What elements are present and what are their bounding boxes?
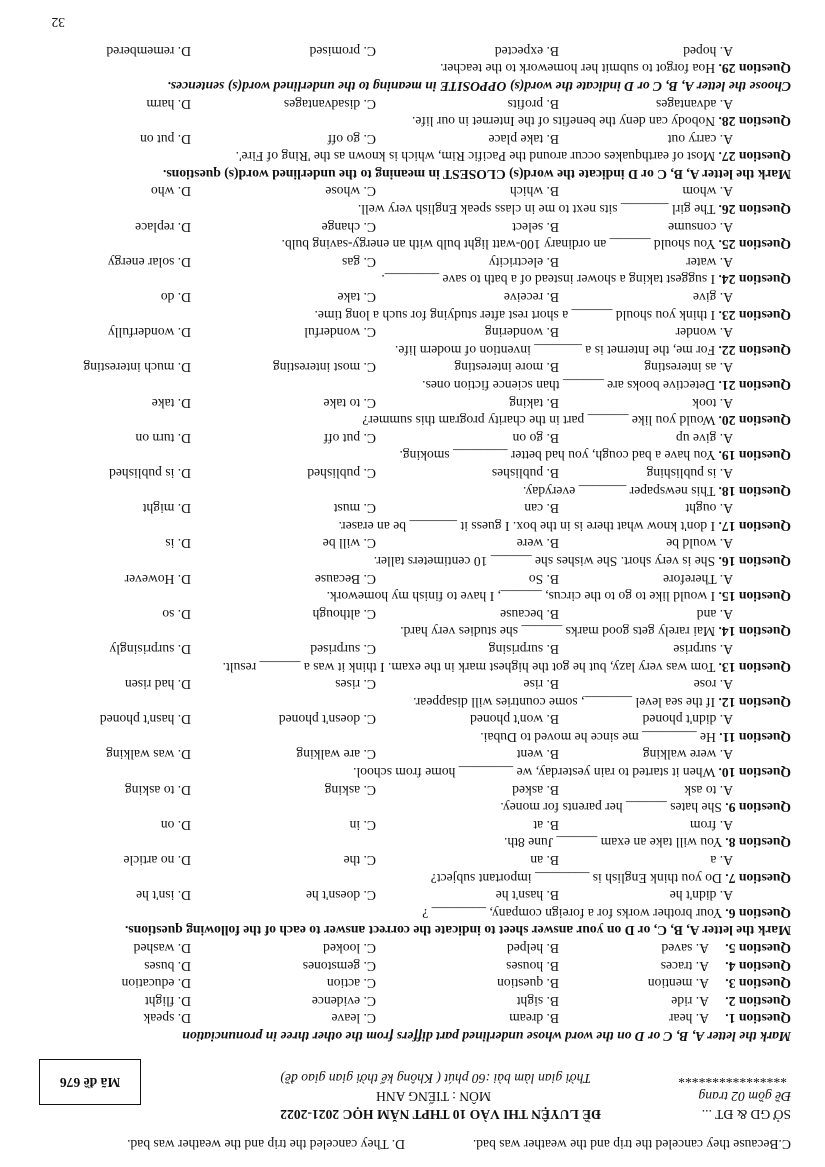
question-stem-row: [29, 552, 791, 570]
question-number: Question 2.: [725, 993, 791, 1009]
option-a[interactable]: A. saved: [661, 941, 709, 957]
question-stem-row: [29, 482, 791, 500]
option-a[interactable]: A. didn't phoned: [642, 712, 733, 728]
question-number: Question 15.: [718, 589, 791, 605]
page-content: [29, 42, 791, 1153]
option-c[interactable]: C. published: [307, 466, 376, 481]
option-c[interactable]: C. doesn't he: [305, 888, 376, 904]
question-stem: Most of earthquakes occur around the Pacific Rim, which is known as the 'Ring of Fire'.: [235, 149, 716, 165]
question-stem: Detective books are ______ than science fiction ones.: [422, 378, 716, 394]
option-d[interactable]: D. education: [121, 976, 191, 992]
question-stem: I think you should ______ a short rest after studying for such a long time.: [314, 307, 716, 323]
option-c[interactable]: C. take: [337, 290, 376, 306]
question-number: Question 8.: [725, 835, 791, 851]
options-row: [29, 324, 791, 342]
question-number: Question 5.: [725, 941, 791, 957]
question-stem-row: [29, 728, 791, 746]
options-row: [29, 676, 791, 694]
option-b[interactable]: B. taking: [509, 395, 559, 411]
option-a[interactable]: A. as interesting: [644, 360, 733, 376]
option-c[interactable]: C. in: [349, 817, 376, 833]
options-row: [29, 887, 791, 905]
option-d[interactable]: D. surprisingly: [109, 641, 191, 657]
option-b[interactable]: B. profits: [507, 96, 559, 112]
option-a[interactable]: A. advantages: [655, 96, 733, 112]
option-d[interactable]: D. had risen: [124, 677, 191, 693]
question-stem-row: [29, 658, 791, 676]
option-b[interactable]: B. select: [512, 219, 559, 235]
option-c[interactable]: C. evidence: [311, 993, 376, 1009]
question-stem: Would you like ______ part in the charity program this summer?: [362, 413, 716, 429]
options-row: [29, 816, 791, 834]
options-row: [29, 711, 791, 729]
question-number: Question 28.: [718, 114, 791, 130]
option-d[interactable]: D. who: [150, 184, 191, 200]
question-number: Question 23.: [718, 307, 791, 323]
option-b[interactable]: B. helped: [506, 941, 559, 957]
question-stem: For me, the Internet is a _______ invention of modern life.: [394, 342, 716, 358]
options-row: [29, 746, 791, 764]
question-stem-row: [29, 623, 791, 641]
section-pronunciation: Mark the letter A, B, C or D on the word whose underlined part differs from the other three in pronunciation: [182, 1029, 791, 1045]
option-d[interactable]: D. much interesting: [83, 360, 191, 376]
options-row: [29, 605, 791, 623]
exam-code-box: [39, 1059, 141, 1105]
option-a[interactable]: A. from: [689, 817, 733, 833]
question-stem: Nobody can deny the benefits of the Internet in our life.: [411, 114, 716, 130]
option-c[interactable]: C. leave: [331, 1011, 376, 1027]
options-row: [29, 500, 791, 518]
option-c[interactable]: C. to take: [323, 395, 376, 411]
pronunciation-question: [29, 957, 791, 975]
options-row: [29, 464, 791, 482]
question-number: Question 26.: [718, 202, 791, 218]
option-c[interactable]: C. promised: [309, 43, 376, 59]
option-d[interactable]: D. solar energy: [107, 254, 191, 270]
question-stem-row: [29, 869, 791, 887]
option-c[interactable]: C. put off: [323, 430, 376, 446]
option-d[interactable]: D. flight: [144, 993, 191, 1009]
option-b[interactable]: B. receive: [503, 290, 559, 306]
option-b[interactable]: B. dream: [509, 1011, 559, 1027]
question-stem-row: [29, 113, 791, 131]
option-b[interactable]: B. which: [509, 184, 559, 200]
question-number: Question 13.: [718, 659, 791, 675]
option-c[interactable]: C. most interesting: [272, 360, 376, 376]
question-stem-row: [29, 517, 791, 535]
question-stem-row: [29, 764, 791, 782]
option-b[interactable]: B. publishes: [491, 466, 559, 481]
options-row: [29, 95, 791, 113]
question-number: Question 11.: [719, 729, 791, 745]
option-b[interactable]: B. because: [500, 606, 559, 622]
question-stem: Your brother works for a foreign company, ________ ?: [422, 905, 723, 921]
question-number: Question 21.: [718, 378, 791, 394]
section-opposite: Choose the letter A, B, C or D indicate the word(s) OPPOSITE in meaning to the underlined word(s) sentences.: [167, 78, 791, 94]
option-b[interactable]: B. wondering: [484, 325, 559, 341]
pronunciation-question: [29, 939, 791, 957]
option-a[interactable]: A. hoped: [683, 43, 733, 59]
question-number: Question 19.: [718, 448, 791, 464]
question-stem-row: [29, 693, 791, 711]
option-c[interactable]: C. wonderful: [304, 325, 376, 341]
option-c[interactable]: C. action: [326, 976, 376, 992]
page-number: 32: [51, 15, 65, 30]
subject: MÔN : TIẾNG ANH: [376, 1089, 491, 1105]
question-number: Question 7.: [725, 870, 791, 886]
option-a[interactable]: A. consume: [668, 219, 733, 235]
option-a[interactable]: A. hear: [668, 1011, 709, 1027]
question-stem: If the sea level _______, some countries will disappear.: [413, 694, 716, 710]
option-a[interactable]: A. took: [692, 395, 733, 411]
option-d[interactable]: D. buses: [144, 958, 191, 974]
question-number: Question 9.: [725, 800, 791, 816]
question-stem: This newspaper _______ everyday.: [522, 483, 716, 499]
option-c[interactable]: C. are walking: [296, 747, 376, 763]
option-d[interactable]: D. harm: [146, 96, 191, 112]
options-row: [29, 851, 791, 869]
option-d[interactable]: D. washed: [133, 941, 191, 957]
section-closest: Mark the letter A, B, C or D indicate the word(s) CLOSEST in meaning to the underlined word(s) questions.: [163, 166, 791, 182]
option-a[interactable]: A. give: [692, 290, 733, 306]
option-d[interactable]: D. on: [160, 817, 191, 833]
exam-title: ĐỀ LUYỆN THI VÀO 10 THPT NĂM HỌC 2021-2022: [280, 1107, 601, 1123]
question-number: Question 1.: [725, 1011, 791, 1027]
time-limit: Thời gian làm bài :60 phút ( Không kể thời gian giao đề): [280, 1071, 591, 1087]
question-number: Question 16.: [718, 553, 791, 569]
option-d[interactable]: D. was walking: [106, 747, 191, 763]
options-row: [29, 253, 791, 271]
question-number: Question 17.: [718, 518, 791, 534]
option-d[interactable]: D. to asking: [124, 782, 191, 798]
question-stem: You will take an exam ______ June 8th.: [504, 835, 723, 851]
options-row: [29, 394, 791, 412]
question-number: Question 18.: [718, 483, 791, 499]
options-row: [29, 359, 791, 377]
option-c[interactable]: C. must: [333, 501, 376, 517]
question-number: Question 29.: [718, 61, 791, 77]
carry-over-options: [29, 1135, 791, 1153]
question-stem: I would like to go to the circus, ______, I have to finish my homework.: [326, 589, 716, 605]
option-c[interactable]: C. whose: [325, 184, 376, 200]
question-stem-row: [29, 412, 791, 430]
options-row: [29, 640, 791, 658]
option-d[interactable]: D. take: [151, 395, 191, 411]
option-d[interactable]: D. wonderfully: [107, 325, 191, 341]
question-stem: You should ______ an ordinary 100-watt light bulb with an energy-saving bulb.: [281, 237, 716, 253]
question-stem: Tom was very lazy, but he got the highest mark in the exam. I think it was a ______ result.: [222, 659, 716, 675]
question-stem-row: [29, 271, 791, 289]
option-a[interactable]: A. a: [710, 853, 733, 869]
question-stem-row: [29, 306, 791, 324]
exam-header: [29, 1027, 791, 1135]
choice-questions: [29, 183, 791, 922]
option-a[interactable]: A. traces: [660, 958, 709, 974]
question-stem: She hates ______ her parents for money.: [500, 800, 722, 816]
option-d[interactable]: D. might: [142, 501, 191, 517]
options-row: [29, 42, 791, 60]
question-stem: He ________ me since he moved to Dubai.: [480, 729, 716, 745]
pronunciation-question: [29, 992, 791, 1010]
option-a[interactable]: A. rose: [693, 677, 733, 693]
option-a[interactable]: A. surprise: [673, 641, 733, 657]
question-number: Question 22.: [718, 342, 791, 358]
options-row: [29, 130, 791, 148]
option-d[interactable]: D. remembered: [106, 43, 191, 59]
question-stem-row: [29, 904, 791, 922]
option-a[interactable]: A. carry out: [667, 131, 733, 147]
option-c: C.Because they canceled the trip and the weather was bad.: [472, 1137, 791, 1152]
option-a[interactable]: A. would be: [666, 536, 733, 552]
pronunciation-question: [29, 975, 791, 993]
exam-code: Mã đề 676: [59, 1075, 121, 1091]
options-row: [29, 218, 791, 236]
option-c[interactable]: C. asking: [324, 782, 376, 798]
option-c[interactable]: C. rises: [335, 677, 376, 693]
option-b[interactable]: B. go on: [512, 430, 559, 446]
option-b[interactable]: B. can: [524, 501, 559, 517]
option-b[interactable]: B. more interesting: [454, 360, 559, 376]
option-c[interactable]: C. change: [321, 219, 376, 235]
question-stem-row: [29, 201, 791, 219]
option-d[interactable]: D. speak: [143, 1011, 191, 1027]
closest-questions: [29, 95, 791, 165]
option-b[interactable]: B. sight: [516, 993, 559, 1009]
option-b[interactable]: B. electricity: [488, 254, 559, 270]
question-stem-row: [29, 236, 791, 254]
option-d[interactable]: D. hasn't phoned: [99, 712, 191, 728]
option-a[interactable]: A. were walking: [642, 747, 733, 763]
option-b[interactable]: B. surprising: [488, 641, 559, 657]
option-d[interactable]: D. However: [124, 571, 191, 587]
question-stem: You have a bad cough, you had better ________ smoking.: [399, 448, 716, 464]
question-stem: I suggest taking a shower instead of a bath to save ________.: [381, 272, 716, 288]
option-a[interactable]: A. and: [696, 606, 733, 622]
options-row: [29, 429, 791, 447]
options-row: [29, 781, 791, 799]
question-stem: Hoa forgot to submit her homework to the teacher.: [440, 61, 716, 77]
option-a[interactable]: A. mention: [647, 976, 709, 992]
question-stem: Do you think English is ________ important subject?: [430, 870, 722, 886]
option-d: D. They canceled the trip and the weather was bad.: [127, 1137, 405, 1152]
question-stem: When it started to rain yesterday, we ________ home from school.: [353, 765, 716, 781]
question-number: Question 12.: [718, 694, 791, 710]
option-c[interactable]: C. looked: [323, 941, 376, 957]
option-b[interactable]: B. were: [516, 536, 559, 552]
option-d[interactable]: D. so: [162, 606, 191, 622]
question-number: Question 10.: [718, 765, 791, 781]
option-a[interactable]: A. didn't he: [669, 888, 733, 904]
option-c[interactable]: C. will be: [322, 536, 376, 552]
option-c[interactable]: C. surprised: [310, 641, 376, 657]
option-b[interactable]: B. won't phoned: [470, 712, 559, 728]
question-stem-row: [29, 588, 791, 606]
option-b[interactable]: B. an: [530, 853, 559, 869]
option-b[interactable]: B. at: [533, 817, 559, 833]
question-stem-row: [29, 60, 791, 78]
question-stem-row: [29, 376, 791, 394]
option-c[interactable]: C. although: [312, 606, 376, 622]
page-count: Đề gồm 02 trang: [698, 1089, 791, 1105]
option-c[interactable]: C. doesn't phoned: [278, 712, 376, 728]
options-row: [29, 183, 791, 201]
question-number: Question 20.: [718, 413, 791, 429]
option-a[interactable]: A. ought: [685, 501, 733, 517]
question-number: Question 14.: [718, 624, 791, 640]
question-stem-row: [29, 341, 791, 359]
department: SỞ GD & ĐT ...: [701, 1107, 791, 1123]
question-number: Question 3.: [725, 976, 791, 992]
option-b[interactable]: B. hasn't he: [495, 888, 559, 904]
question-stem-row: [29, 834, 791, 852]
options-row: [29, 535, 791, 553]
option-a[interactable]: A. water: [686, 254, 733, 270]
options-row: [29, 288, 791, 306]
section-choice: Mark the letter A, B, C, or D on your answer sheet to indicate the correct answer to each of the following questions.: [124, 923, 791, 939]
option-d[interactable]: D. is: [165, 536, 191, 552]
option-d[interactable]: D. turn on: [135, 430, 191, 446]
option-b[interactable]: B. question: [497, 976, 559, 992]
stars-divider: ****************: [678, 1071, 787, 1087]
question-number: Question 25.: [718, 237, 791, 253]
question-number: Question 27.: [718, 149, 791, 165]
question-stem: She is very short. She wishes she ______ 10 centimeters taller.: [373, 553, 716, 569]
option-d[interactable]: D. do: [160, 290, 191, 306]
question-stem: I don't know what there is in the box. I guess it _______ be an eraser.: [338, 518, 716, 534]
question-stem: Mai rarely gets good marks ______ she studies very hard.: [400, 624, 716, 640]
question-stem-row: [29, 799, 791, 817]
question-stem-row: [29, 148, 791, 166]
option-c[interactable]: C. the: [343, 853, 376, 869]
question-number: Question 4.: [725, 958, 791, 974]
option-b[interactable]: B. take place: [488, 131, 559, 147]
option-a[interactable]: A. ride: [671, 993, 709, 1009]
option-c[interactable]: C. go off: [327, 131, 376, 147]
option-a[interactable]: A. to ask: [684, 782, 733, 798]
option-d[interactable]: D. replace: [135, 219, 191, 235]
options-row: [29, 570, 791, 588]
option-c[interactable]: C. gas: [342, 254, 376, 270]
option-b[interactable]: B. So: [528, 571, 559, 587]
option-b[interactable]: B. asked: [512, 782, 559, 798]
option-c[interactable]: C. gemstones: [302, 958, 376, 974]
option-a[interactable]: A. give up: [675, 430, 733, 446]
option-a[interactable]: A. whom: [682, 184, 733, 200]
option-b[interactable]: B. went: [516, 747, 559, 763]
question-stem: The girl _______ sits next to me in class speak English very well.: [357, 202, 716, 218]
option-d[interactable]: D. isn't he: [136, 888, 191, 904]
question-number: Question 24.: [718, 272, 791, 288]
option-d[interactable]: D. no article: [123, 853, 191, 869]
option-b[interactable]: B. houses: [506, 958, 559, 974]
option-b[interactable]: B. rise: [523, 677, 559, 693]
option-d[interactable]: D. put on: [140, 131, 191, 147]
pronunciation-questions: [29, 939, 791, 1027]
question-stem-row: [29, 447, 791, 465]
option-a[interactable]: A. Therefore: [663, 571, 733, 587]
pronunciation-question: [29, 1010, 791, 1028]
option-a[interactable]: A. is publishing: [646, 466, 733, 481]
option-a[interactable]: A. wonder: [675, 325, 733, 341]
option-c[interactable]: C. Because: [314, 571, 376, 587]
option-d[interactable]: D. is published: [109, 466, 191, 481]
option-c[interactable]: C. disadvantages: [283, 96, 376, 112]
question-number: Question 6.: [725, 905, 791, 921]
opposite-questions: [29, 42, 791, 77]
option-b[interactable]: B. expected: [494, 43, 559, 59]
